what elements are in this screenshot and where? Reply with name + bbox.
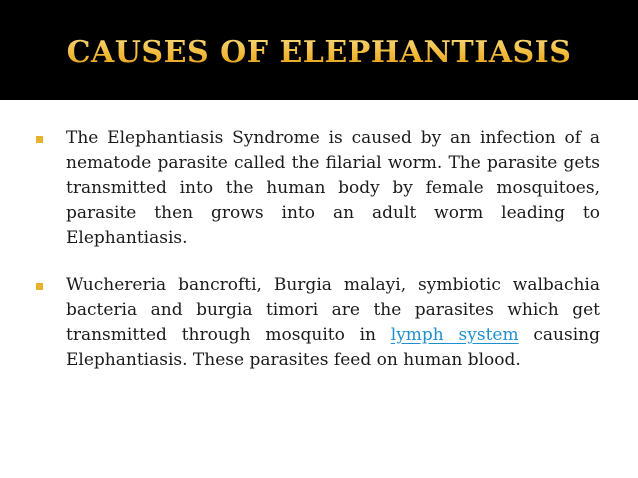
bullet-text <box>66 273 600 373</box>
bullet-text-part: causing Elephantiasis. These parasites feed on human blood. <box>66 325 600 370</box>
bullet-text: The Elephantiasis Syndrome is caused by an infection of a nematode parasite called the filarial worm. The parasite gets transmitted into the human body by female mosquitoes, parasite then grows into an adult worm leading to Elephantiasis. <box>66 128 600 248</box>
bullet-item <box>36 273 600 373</box>
lymph-system-link[interactable]: lymph system <box>390 325 519 345</box>
title-band <box>0 0 638 100</box>
bullet-text-part: Wuchereria bancrofti, Burgia malayi, symbiotic walbachia bacteria and burgia timori are the parasites which get transmitted through mosquito in <box>66 275 600 345</box>
square-bullet-icon <box>36 283 43 290</box>
bullet-list <box>36 126 600 395</box>
bullet-item <box>36 126 600 251</box>
square-bullet-icon <box>36 136 43 143</box>
slide-title: CAUSES OF ELEPHANTIASIS <box>0 33 638 73</box>
